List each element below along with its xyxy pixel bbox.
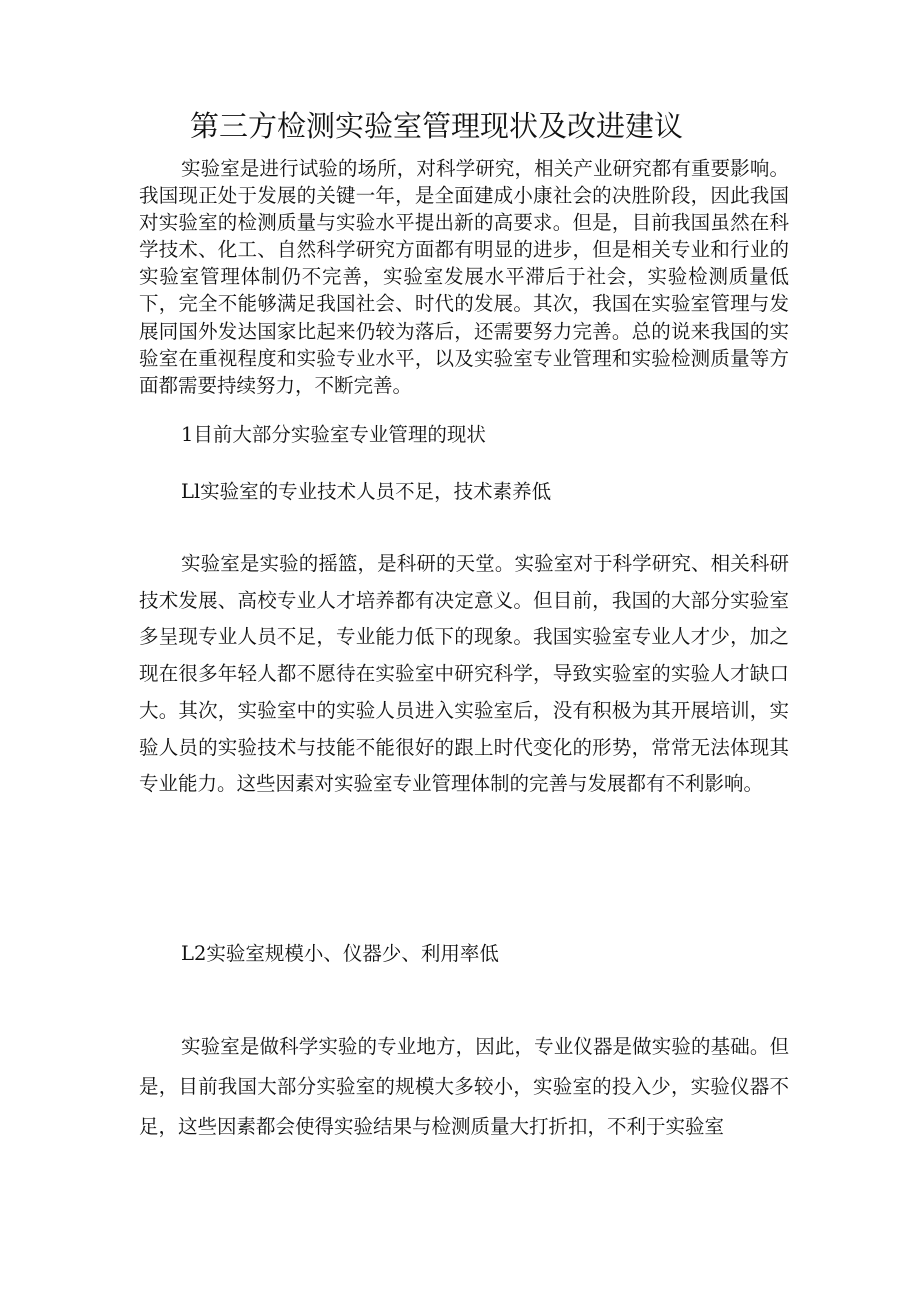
section-heading-1: 1目前大部分实验室专业管理的现状 xyxy=(181,423,486,446)
subsection-1-2-paragraph: 实验室是做科学实验的专业地方，因此，专业仪器是做实验的基础。但是，目前我国大部分实验室的规模大多较小，实验室的投入少，实验仪器不足，这些因素都会使得实验结果与检测质量大打折扣，不利于实验室 xyxy=(139,1035,789,1138)
subsection-heading-1-1: Ll实验室的专业技术人员不足，技术素养低 xyxy=(181,480,552,503)
document-title: 第三方检测实验室管理现状及改进建议 xyxy=(190,109,684,143)
subsection-1-1-paragraph: 实验室是实验的摇篮，是科研的天堂。实验室对于科学研究、相关科研技术发展、高校专业人才培养都有决定意义。但目前，我国的大部分实验室多呈现专业人员不足，专业能力低下的现象。我国实验室专业人才少，加之现在很多年轻人都不愿待在实验室中研究科学，导致实验室的实验人才缺口大。其次，实验室中的实验人员进入实验室后，没有积极为其开展培训，实验人员的实验技术与技能不能很好的跟上时代变化的形势，常常无法体现其专业能力。这些因素对实验室专业管理体制的完善与发展都有不利影响。 xyxy=(139,552,789,796)
subsection-heading-1-2: L2实验室规模小、仪器少、利用率低 xyxy=(181,942,499,965)
intro-paragraph: 实验室是进行试验的场所，对科学研究，相关产业研究都有重要影响。我国现正处于发展的关键一年，是全面建成小康社会的决胜阶段，因此我国对实验室的检测质量与实验水平提出新的高要求。但是，目前我国虽然在科学技术、化工、自然科学研究方面都有明显的进步，但是相关专业和行业的实验室管理体制仍不完善，实验室发展水平滞后于社会，实验检测质量低下，完全不能够满足我国社会、时代的发展。其次，我国在实验室管理与发展同国外发达国家比起来仍较为落后，还需要努力完善。总的说来我国的实验室在重视程度和实验专业水平，以及实验室专业管理和实验检测质量等方面都需要持续努力，不断完善。 xyxy=(139,157,789,397)
